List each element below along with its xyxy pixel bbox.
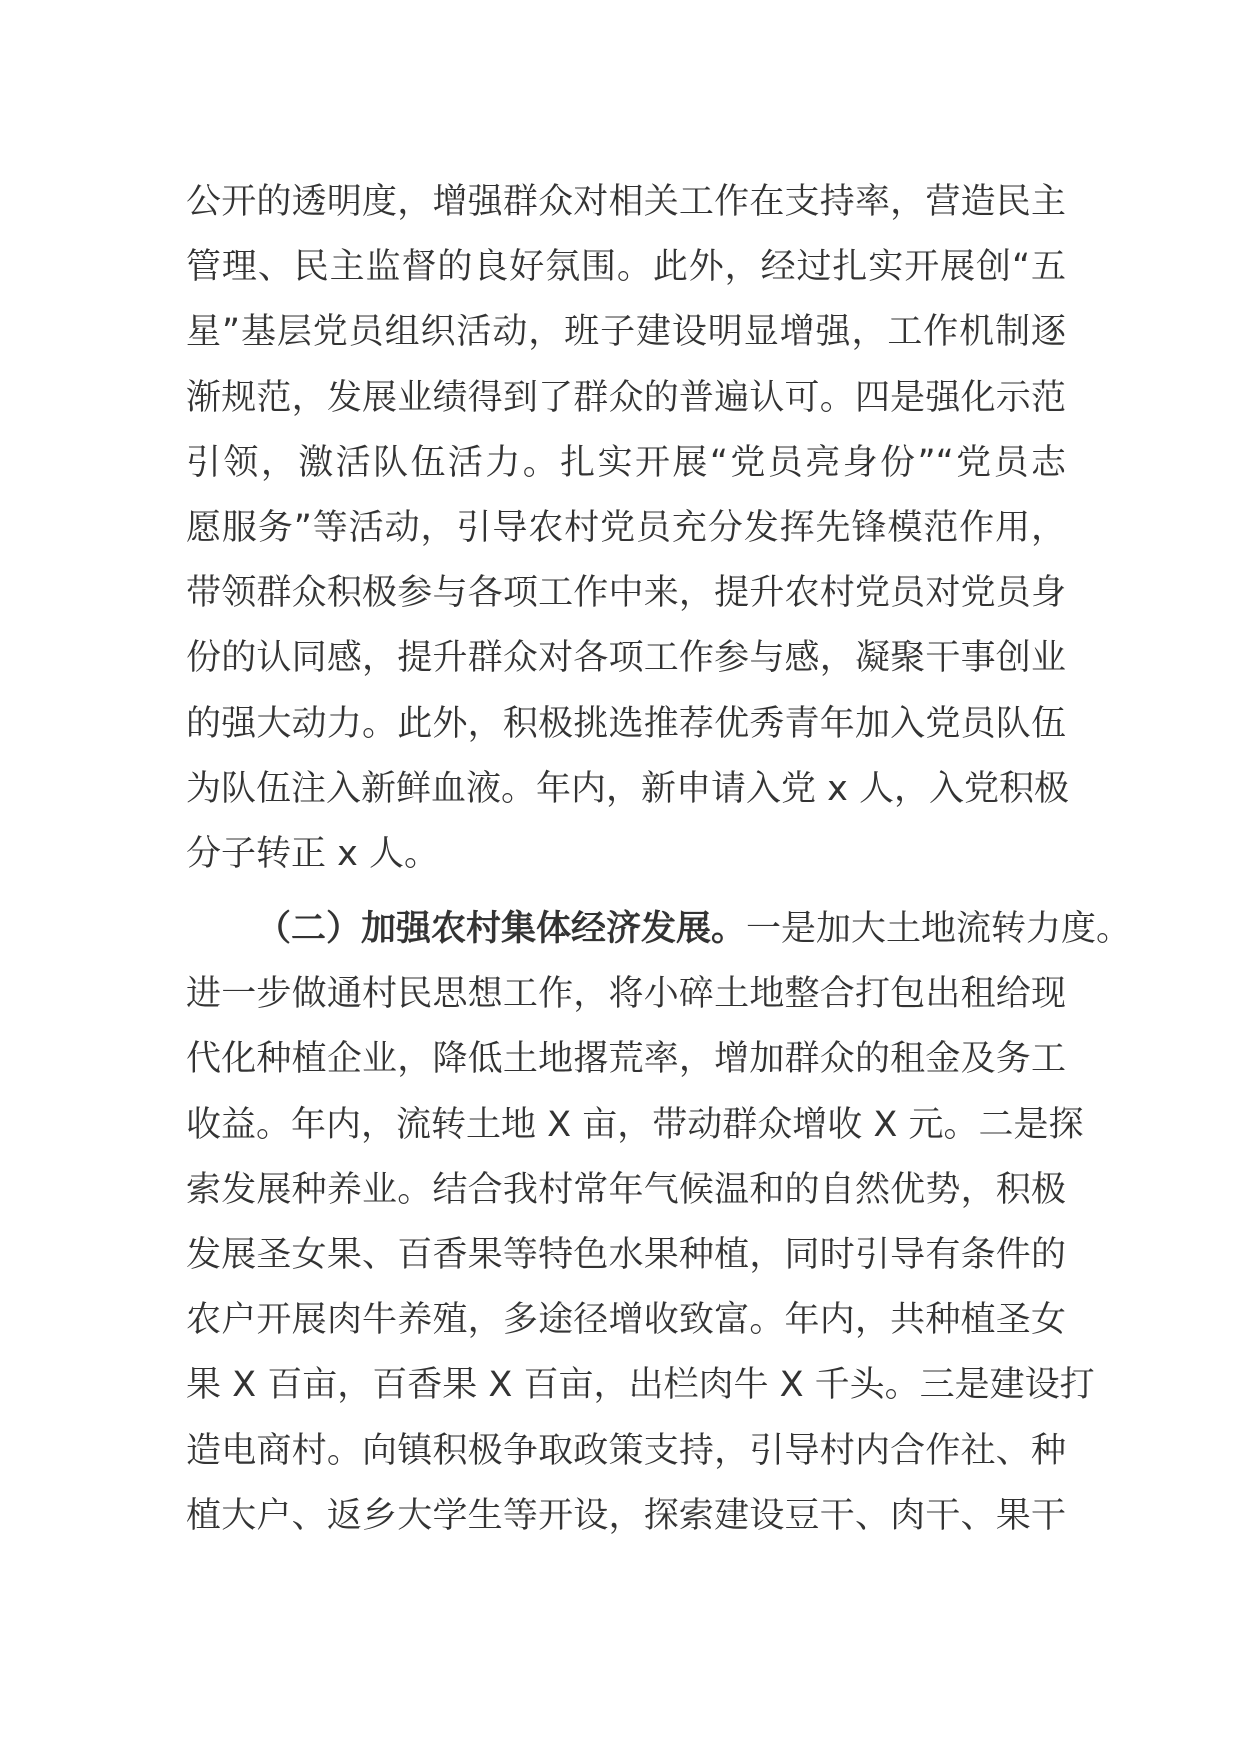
paragraph-collective-economy [186, 897, 1132, 1549]
text-line: 收益。年内，流转土地 X 亩，带动群众增收 X 元。二是探 [186, 1104, 1084, 1145]
text-line: 造电商村。向镇积极争取政策支持，引导村内合作社、种 [186, 1430, 1066, 1471]
text-line: 代化种植企业，降低土地撂荒率，增加群众的租金及务工 [186, 1039, 1066, 1080]
text-line: 星”基层党员组织活动，班子建设明显增强，工作机制逐 [186, 312, 1066, 353]
text-line: 引领，激活队伍活力。扎实开展“党员亮身份”“党员志 [186, 442, 1066, 483]
text-line: 果 X 百亩，百香果 X 百亩，出栏肉牛 X 千头。三是建设打 [186, 1365, 1095, 1406]
text-line: 份的认同感，提升群众对各项工作参与感，凝聚干事创业 [186, 638, 1066, 679]
text-line: 分子转正 x 人。 [186, 833, 439, 874]
text-line: 索发展种养业。结合我村常年气候温和的自然优势，积极 [186, 1169, 1066, 1210]
section-heading: （二）加强农村集体经济发展。 [256, 909, 747, 950]
text-line: 为队伍注入新鲜血液。年内，新申请入党 x 人，入党积极 [186, 768, 1069, 809]
text-line: 带领群众积极参与各项工作中来，提升农村党员对党员身 [186, 573, 1066, 614]
document-body [186, 170, 1132, 1549]
text-line: 植大户、返乡大学生等开设，探索建设豆干、肉干、果干 [186, 1495, 1066, 1536]
section-first-line [186, 897, 1132, 962]
text-line: 的强大动力。此外，积极挑选推荐优秀青年加入党员队伍 [186, 703, 1066, 744]
text-line: 管理、民主监督的良好氛围。此外，经过扎实开展创“五 [186, 247, 1066, 288]
paragraph-spacer [186, 887, 1066, 897]
text-line: 渐规范，发展业绩得到了群众的普遍认可。四是强化示范 [186, 377, 1066, 418]
text-line: 农户开展肉牛养殖，多途径增收致富。年内，共种植圣女 [186, 1300, 1066, 1341]
section-first-line-text: 一是加大土地流转力度。 [746, 909, 1132, 950]
text-line: 愿服务”等活动，引导农村党员充分发挥先锋模范作用， [186, 507, 1066, 548]
text-line: 发展圣女果、百香果等特色水果种植，同时引导有条件的 [186, 1235, 1066, 1275]
text-line: 公开的透明度，增强群众对相关工作在支持率，营造民主 [186, 182, 1066, 222]
text-line: 进一步做通村民思想工作，将小碎土地整合打包出租给现 [186, 974, 1066, 1015]
paragraph-party-building [186, 170, 1069, 887]
